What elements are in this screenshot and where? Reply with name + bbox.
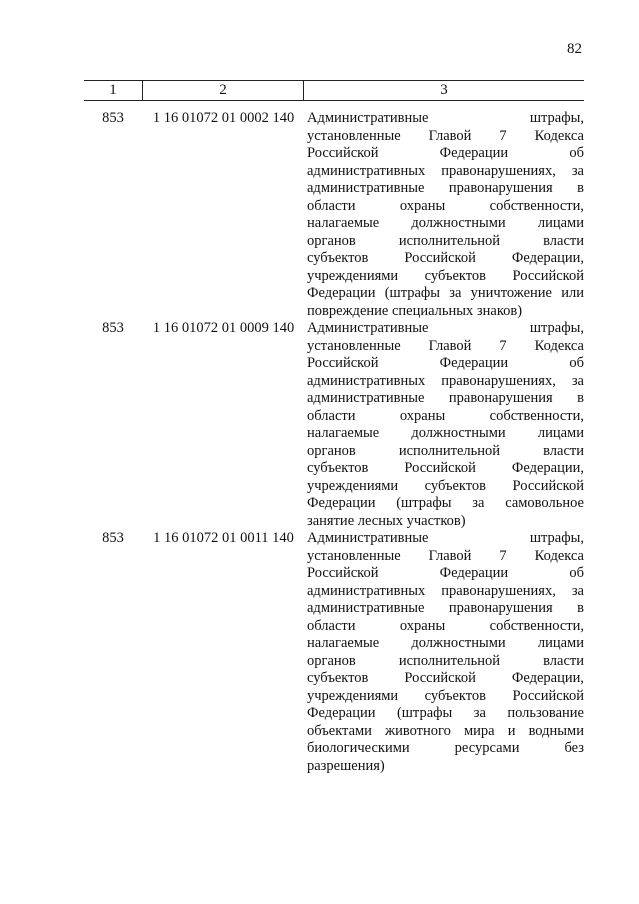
description-line: повреждение специальных знаков)	[307, 302, 523, 319]
description-line: административных правонарушениях, за	[307, 582, 584, 599]
description-line: административные правонарушения в	[307, 390, 584, 406]
description-line: Федерации (штрафы за самовольное	[307, 495, 584, 511]
description-line: биологическими ресурсами без	[307, 740, 584, 756]
table-header	[84, 80, 584, 101]
description-line: субъектов Российской Федерации,	[307, 460, 584, 476]
description-line: занятие лесных участков)	[307, 512, 466, 529]
description-line: Российской Федерации об	[307, 565, 584, 581]
description-line: Административные штрафы,	[307, 530, 584, 546]
table-body	[84, 110, 584, 775]
description-line: Административные штрафы,	[307, 320, 584, 336]
description-line: Федерации (штрафы за уничтожение или	[307, 285, 584, 301]
description-line: установленные Главой 7 Кодекса	[307, 127, 584, 144]
table-row	[84, 320, 584, 530]
description-line: учреждениями субъектов Российской	[307, 477, 584, 494]
description-line: субъектов Российской Федерации,	[307, 250, 584, 266]
description-line: Административные штрафы,	[307, 110, 584, 126]
budget-classification-code: 1 16 01072 01 0009 140	[152, 320, 295, 336]
description-line: налагаемые должностными лицами	[307, 635, 584, 651]
description-line: учреждениями субъектов Российской	[307, 267, 584, 284]
description-line: органов исполнительной власти	[307, 442, 584, 459]
header-col-1: 1	[84, 81, 143, 100]
admin-code: 853	[102, 530, 124, 546]
description-line: административные правонарушения в	[307, 600, 584, 616]
admin-code: 853	[102, 110, 124, 126]
description-line: Российской Федерации об	[307, 145, 584, 161]
header-col-2: 2	[143, 81, 304, 100]
description-line: органов исполнительной власти	[307, 652, 584, 669]
description-line: административные правонарушения в	[307, 180, 584, 196]
budget-classification-code: 1 16 01072 01 0011 140	[153, 530, 294, 546]
description-line: установленные Главой 7 Кодекса	[307, 547, 584, 564]
description-line: органов исполнительной власти	[307, 232, 584, 249]
description-line: административных правонарушениях, за	[307, 162, 584, 179]
description-line: Федерации (штрафы за пользование	[307, 705, 584, 721]
description-line: области охраны собственности,	[307, 197, 584, 214]
table-row	[84, 530, 584, 775]
description-line: Российской Федерации об	[307, 355, 584, 371]
description-line: налагаемые должностными лицами	[307, 215, 584, 231]
admin-code: 853	[102, 320, 124, 336]
header-col-3: 3	[440, 82, 448, 98]
description-line: административных правонарушениях, за	[307, 372, 584, 389]
description-line: объектами животного мира и водными	[307, 722, 584, 739]
income-description	[307, 530, 584, 775]
description-line: налагаемые должностными лицами	[307, 425, 584, 441]
description-line: учреждениями субъектов Российской	[307, 687, 584, 704]
description-line: установленные Главой 7 Кодекса	[307, 337, 584, 354]
income-description	[307, 320, 584, 530]
description-line: субъектов Российской Федерации,	[307, 670, 584, 686]
budget-classification-code: 1 16 01072 01 0002 140	[152, 110, 295, 126]
page-number: 82	[567, 41, 582, 57]
table-row	[84, 110, 584, 320]
description-line: области охраны собственности,	[307, 407, 584, 424]
description-line: разрешения)	[307, 757, 385, 774]
description-line: области охраны собственности,	[307, 617, 584, 634]
income-description	[307, 110, 584, 320]
